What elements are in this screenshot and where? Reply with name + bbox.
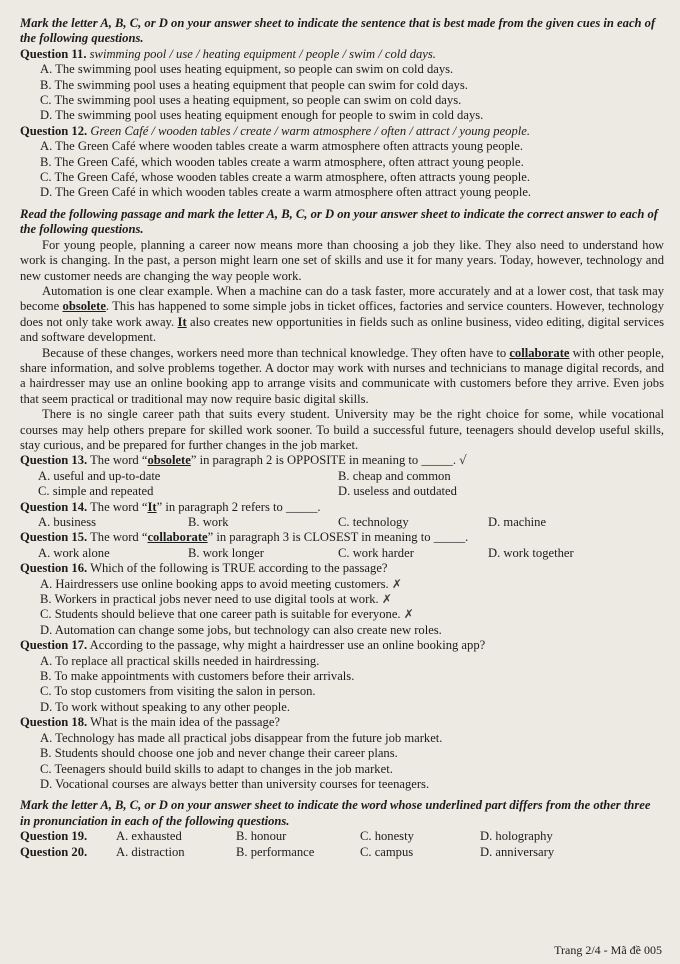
q14-stem-b: ” in paragraph 2 refers to _____. [156,499,321,514]
p3-text-a: Because of these changes, workers need more than technical knowledge. They often have to [42,345,510,360]
q16-stem [20,561,664,576]
q19-option-b: B. honour [236,829,287,844]
q12-stem [20,124,664,139]
q14-option-a: A. business [38,515,97,529]
page-footer: Trang 2/4 - Mã đề 005 [554,942,662,957]
q13-stem [20,453,664,468]
q19-option-d: D. holography [480,829,553,844]
q14-option-c: C. technology [338,515,409,529]
q20-option-c: C. campus [360,844,414,859]
q12-option-d: D. The Green Café in which wooden tables create a warm atmosphere often attract young people. [40,185,532,200]
q17-stem-text: According to the passage, why might a hairdresser use an online booking app? [89,638,486,653]
q17-option-c: C. To stop customers from visiting the salon in person. [40,684,316,699]
q19-option-c: C. honesty [360,829,414,844]
q18-label: Question 18. [20,715,88,730]
q13-option-a: A. useful and up-to-date [38,468,161,483]
q17-option-b: B. To make appointments with customers before their arrivals. [40,669,355,684]
q13-options-row1 [38,469,664,484]
q15-option-b: B. work longer [188,545,264,560]
p2-text-c: also creates new opportunities in fields such as online business, video editing, digital services and software development. [20,314,665,345]
passage-paragraph-4: There is no single career path that suits every student. University may be the right choice for some, while vocational courses may help others prepare for skilled work sooner. To build a successful future, teenagers should develop useful skills, stay curious, and be prepared for further changes in the job market. [20,407,664,452]
q16-option-b [40,592,664,607]
q15-options [38,546,664,561]
q15-label: Question 15. [20,530,88,545]
q16-option-b-text: B. Workers in practical jobs never need to use digital tools at work. [40,592,379,607]
q12-option-c: C. The Green Café, whose wooden tables create a warm atmosphere, often attracts young people. [40,170,531,185]
word-obsolete: obsolete [62,299,106,314]
q13-stem-a: The word “ [90,453,148,468]
q20-option-d: D. anniversary [480,844,555,859]
q12-option-a: A. The Green Café where wooden tables create a warm atmosphere often attracts young people. [40,139,524,154]
cross-mark-icon: ✗ [403,607,414,622]
q16-option-c [40,607,664,622]
q14-stem-word: It [147,499,157,514]
tick-mark-icon: √ [459,453,467,468]
q14-stem [20,500,664,515]
q12-option-b: B. The Green Café, which wooden tables create a warm atmosphere, often attract young people. [40,154,524,169]
q11-option-d: D. The swimming pool uses heating equipment enough for people to swim in cold days. [40,108,484,123]
q14-option-d: D. machine [488,515,547,529]
section2-instruction: Read the following passage and mark the letter A, B, C, or D on your answer sheet to indicate the correct answer to each of the following questions. [20,206,658,237]
q14-option-b: B. work [188,515,229,529]
q15-stem-b: ” in paragraph 3 is CLOSEST in meaning to _____. [207,530,469,545]
q11-cue: swimming pool / use / heating equipment / people / swim / cold days. [89,46,436,61]
q16-stem-text: Which of the following is TRUE according to the passage? [90,561,388,576]
q17-label: Question 17. [20,638,88,653]
q13-option-c: C. simple and repeated [38,484,154,499]
q19-label: Question 19. [20,829,88,844]
q11-label: Question 11. [20,46,87,61]
q15-stem-a: The word “ [90,530,148,545]
q18-stem [20,715,664,730]
q18-option-c: C. Teenagers should build skills to adapt to changes in the job market. [40,761,393,776]
q11-option-b: B. The swimming pool uses a heating equipment that people can swim for cold days. [40,77,468,92]
q16-option-d: D. Automation can change some jobs, but technology can also create new roles. [40,622,442,637]
q18-option-a: A. Technology has made all practical jobs disappear from the future job market. [40,730,443,745]
q20-option-a: A. distraction [116,844,185,859]
q15-option-a: A. work alone [38,545,110,560]
p2-text-a: Automation is one clear example. When a machine can do a task faster, more accurately and at a lower cost, that task may become [20,283,664,314]
q15-option-d: D. work together [488,545,574,560]
cross-mark-icon: ✗ [381,592,392,607]
q16-option-a [40,577,664,592]
q11-option-c: C. The swimming pool uses a heating equipment, so people can swim on cold days. [40,93,462,108]
q18-option-d: D. Vocational courses are always better than university courses for teenagers. [40,776,430,791]
word-collaborate: collaborate [509,345,570,360]
q20-option-b: B. performance [236,844,315,859]
q18-option-b: B. Students should choose one job and never change their career plans. [40,746,398,761]
q19-option-a: A. exhausted [116,829,182,844]
q14-label: Question 14. [20,499,88,514]
q15-stem [20,530,664,545]
q12-cue: Green Café / wooden tables / create / warm atmosphere / often / attract / young people. [90,123,531,138]
q15-option-c: C. work harder [338,545,414,560]
q14-stem-a: The word “ [90,499,148,514]
p2-text-b: . This has happened to some simple jobs in ticket offices, factories and service counters. However, technology does not only take work away. [20,299,664,329]
q12-label: Question 12. [20,123,88,138]
word-it: It [177,314,187,329]
q16-option-c-text: C. Students should believe that one career path is suitable for everyone. [40,607,401,622]
passage-paragraph-3 [20,346,664,408]
q18-stem-text: What is the main idea of the passage? [90,715,280,730]
q13-option-b: B. cheap and common [338,468,451,483]
q11-option-a: A. The swimming pool uses heating equipment, so people can swim on cold days. [40,62,454,77]
passage-paragraph-1: For young people, planning a career now means more than choosing a job they like. They also need to understand how work is changing. In the past, a person might learn one set of skills and use it for many years. Today, however, technology and new customer needs are changing the way people work. [20,237,664,283]
cross-mark-icon: ✗ [391,576,402,591]
q13-stem-word: obsolete [147,453,191,468]
q13-label: Question 13. [20,453,88,468]
q17-stem [20,638,664,653]
q16-option-a-text: A. Hairdressers use online booking apps to avoid meeting customers. [40,576,389,591]
q15-stem-word: collaborate [147,530,208,545]
q13-option-d: D. useless and outdated [338,484,457,499]
section1-instruction: Mark the letter A, B, C, or D on your answer sheet to indicate the sentence that is best made from the given cues in each of the following questions. [20,16,656,46]
q17-option-d: D. To work without speaking to any other people. [40,699,291,714]
q20-row [20,845,664,860]
q13-options-row2 [38,484,664,499]
q20-label: Question 20. [20,844,88,859]
passage-paragraph-2 [20,284,664,346]
q17-option-a: A. To replace all practical skills needed in hairdressing. [40,653,320,668]
p3-text-b: with other people, share information, and solve problems together. A doctor may work with nurses and technicians to manage digital records, and a hairdresser may use an online booking app to arrange visits and communicate with customers before they arrive. Even jobs that seem practical or traditional may now require basic digital skills. [20,345,664,406]
q13-stem-b: ” in paragraph 2 is OPPOSITE in meaning to _____. [190,453,456,468]
section3-instruction: Mark the letter A, B, C, or D on your answer sheet to indicate the word whose underlined part differs from the other three in pronunciation in each of the following questions. [20,798,651,828]
q14-options [38,515,664,530]
q19-row [20,829,664,844]
q16-label: Question 16. [20,561,88,576]
q11-stem [20,47,664,62]
